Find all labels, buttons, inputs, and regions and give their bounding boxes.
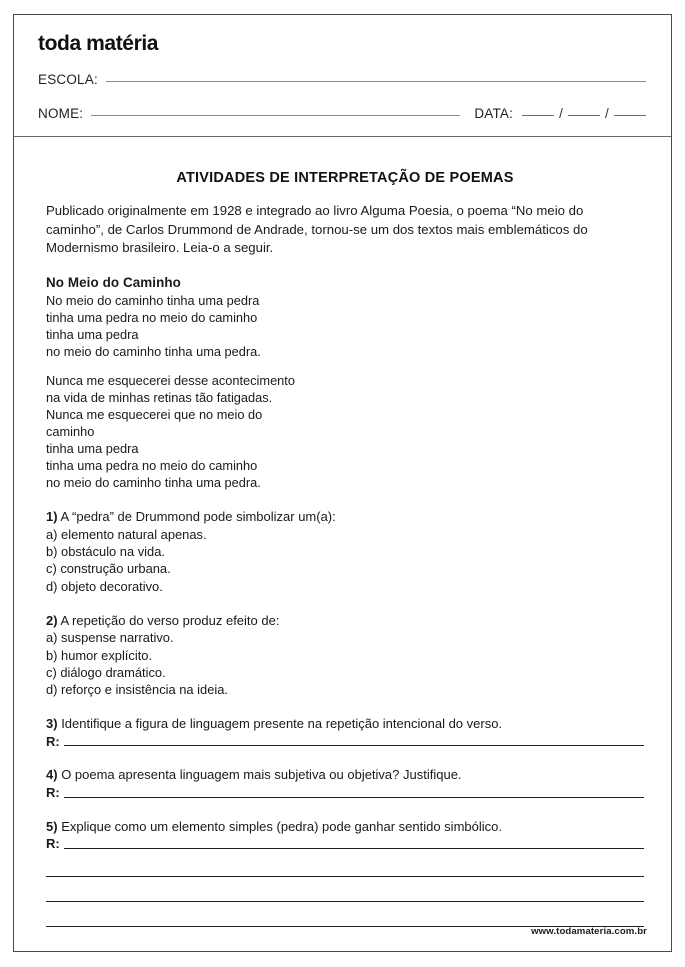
poem-title: No Meio do Caminho (46, 275, 181, 291)
page-title: ATIVIDADES DE INTERPRETAÇÃO DE POEMAS (176, 170, 514, 186)
question-1 (46, 508, 644, 594)
question-2-prompt (46, 612, 644, 630)
poem-stanza-2 (46, 372, 644, 491)
poem-line: tinha uma pedra (46, 441, 139, 457)
answer-blank-line[interactable] (46, 901, 644, 902)
school-label: ESCOLA: (38, 72, 98, 87)
question-4-answer-line[interactable] (64, 797, 644, 798)
question-4-prompt (46, 766, 644, 784)
date-month-input[interactable] (568, 115, 600, 116)
date-year-input[interactable] (614, 115, 646, 116)
question-4-text: O poema apresenta linguagem mais subjetiva ou objetiva? Justifique. (61, 767, 462, 783)
question-2-text: A repetição do verso produz efeito de: (60, 612, 280, 628)
question-5-answer-label: R: (46, 836, 60, 852)
question-5-answer-row (46, 836, 644, 852)
question-2-option-c[interactable]: c) diálogo dramático. (46, 664, 166, 680)
question-3-text: Identifique a figura de linguagem presente na repetição intencional do verso. (61, 715, 503, 731)
poem-line: caminho (46, 424, 95, 440)
footer-site-url: www.todamateria.com.br (531, 926, 647, 937)
date-separator-2: / (605, 106, 609, 121)
question-2-option-d[interactable]: d) reforço e insistência na ideia. (46, 681, 228, 697)
question-2-option-b[interactable]: b) humor explícito. (46, 647, 153, 663)
worksheet-content (46, 170, 644, 927)
question-4-number: 4) (46, 767, 58, 783)
name-field-row (38, 106, 646, 121)
question-4-answer-row (46, 785, 644, 801)
poem-line: tinha uma pedra no meio do caminho (46, 310, 258, 326)
brand-logo: toda matéria (38, 32, 159, 55)
question-5-prompt (46, 818, 644, 836)
question-5-number: 5) (46, 818, 58, 834)
question-2-option-a[interactable]: a) suspense narrativo. (46, 630, 174, 646)
question-1-option-a[interactable]: a) elemento natural apenas. (46, 527, 207, 543)
school-field-row (38, 72, 646, 87)
question-5 (46, 818, 644, 927)
poem-line: no meio do caminho tinha uma pedra. (46, 475, 261, 491)
question-2 (46, 612, 644, 698)
answer-blank-line[interactable] (46, 876, 644, 877)
poem-line: no meio do caminho tinha uma pedra. (46, 344, 261, 360)
question-1-number: 1) (46, 509, 58, 525)
date-day-input[interactable] (522, 115, 554, 116)
poem-stanza-1 (46, 292, 644, 360)
question-3-number: 3) (46, 715, 58, 731)
intro-paragraph: Publicado originalmente em 1928 e integrado ao livro Alguma Poesia, o poema “No meio do caminho”, de Carlos Drummond de Andrade, tornou-se um dos textos mais emblemáticos do Modernismo brasileiro. Leia-o a seguir. (46, 203, 588, 256)
question-3-prompt (46, 715, 644, 733)
school-input-line[interactable] (106, 81, 646, 82)
question-4-answer-label: R: (46, 784, 60, 800)
question-1-option-b[interactable]: b) obstáculo na vida. (46, 544, 165, 560)
question-3-answer-line[interactable] (64, 745, 644, 746)
date-field-group (474, 106, 646, 121)
question-3 (46, 715, 644, 749)
question-3-answer-label: R: (46, 733, 60, 749)
poem-line: tinha uma pedra (46, 327, 139, 343)
poem-line: No meio do caminho tinha uma pedra (46, 293, 260, 309)
question-2-number: 2) (46, 612, 58, 628)
question-5-text: Explique como um elemento simples (pedra) pode ganhar sentido simbólico. (61, 818, 502, 834)
question-1-option-c[interactable]: c) construção urbana. (46, 561, 171, 577)
question-1-prompt (46, 508, 644, 526)
question-1-text: A “pedra” de Drummond pode simbolizar um(a): (60, 509, 336, 525)
question-3-answer-row (46, 734, 644, 750)
worksheet-header (14, 15, 671, 137)
question-4 (46, 766, 644, 800)
poem-block (46, 275, 644, 491)
poem-line: na vida de minhas retinas tão fatigadas. (46, 390, 273, 406)
date-separator-1: / (559, 106, 564, 121)
question-5-answer-line[interactable] (64, 848, 644, 849)
name-input-line[interactable] (91, 115, 460, 116)
poem-line: Nunca me esquecerei que no meio do (46, 407, 263, 423)
question-1-option-d[interactable]: d) objeto decorativo. (46, 578, 163, 594)
date-label: DATA: (474, 106, 514, 121)
name-label: NOME: (38, 106, 84, 121)
poem-line: tinha uma pedra no meio do caminho (46, 458, 258, 474)
poem-line: Nunca me esquecerei desse acontecimento (46, 373, 295, 389)
